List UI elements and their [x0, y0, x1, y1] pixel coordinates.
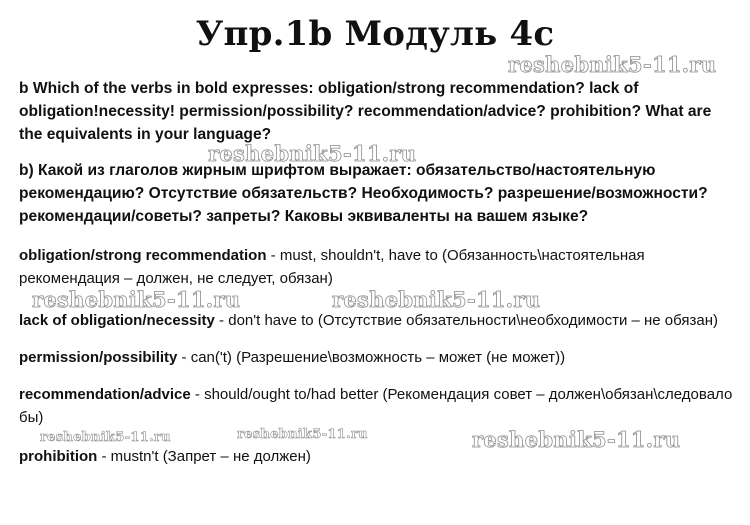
task-text-english: b Which of the verbs in bold expresses: obligation/strong recommendation? lack of obligation!necessity! permission/possibility? recommendation/advice? prohibition? What are the equivalents in your language? [19, 80, 712, 143]
watermark: reshebnik5-11.ru [508, 52, 717, 77]
watermark: reshebnik5-11.ru [208, 141, 417, 166]
definition-term: lack of obligation/necessity [19, 312, 215, 329]
watermark: reshebnik5-11.ru [332, 287, 541, 312]
watermark: reshebnik5-11.ru [472, 427, 681, 452]
definition-term: permission/possibility [19, 349, 178, 366]
definition-item-obligation [19, 244, 733, 290]
page-title: Упр.1b Модуль 4с [195, 14, 555, 54]
definition-item-permission [19, 346, 733, 369]
watermark: reshebnik5-11.ru [237, 427, 368, 442]
definition-item-lack-of-obligation [19, 309, 733, 332]
definition-term: recommendation/advice [19, 386, 191, 403]
definition-term: obligation/strong recommendation [19, 247, 267, 264]
task-text-russian: b) Какой из глаголов жирным шрифтом выражает: обязательство/настоятельную рекомендацию? Отсутствие обязательств? Необходимость? разрешение/возможности? рекомендации/советы? запреты? Каковы эквиваленты на вашем языке? [19, 162, 708, 225]
definition-term: prohibition [19, 448, 98, 465]
definition-description: - can('t) (Разрешение\возможность – может (не может)) [177, 349, 566, 366]
definition-description: - should/ought to/had better (Рекомендация совет – должен\обязан\следовало бы) [19, 386, 733, 426]
definition-description: - mustn't (Запрет – не должен) [97, 448, 311, 465]
watermark: reshebnik5-11.ru [40, 430, 171, 445]
watermark: reshebnik5-11.ru [32, 287, 241, 312]
definition-description: - don't have to (Отсутствие обязательности\необходимости – не обязан) [214, 312, 719, 329]
definition-description: - must, shouldn't, have to (Обязанность\настоятельная рекомендация – должен, не следует, обязан) [19, 247, 645, 287]
definition-item-recommendation [19, 383, 733, 429]
